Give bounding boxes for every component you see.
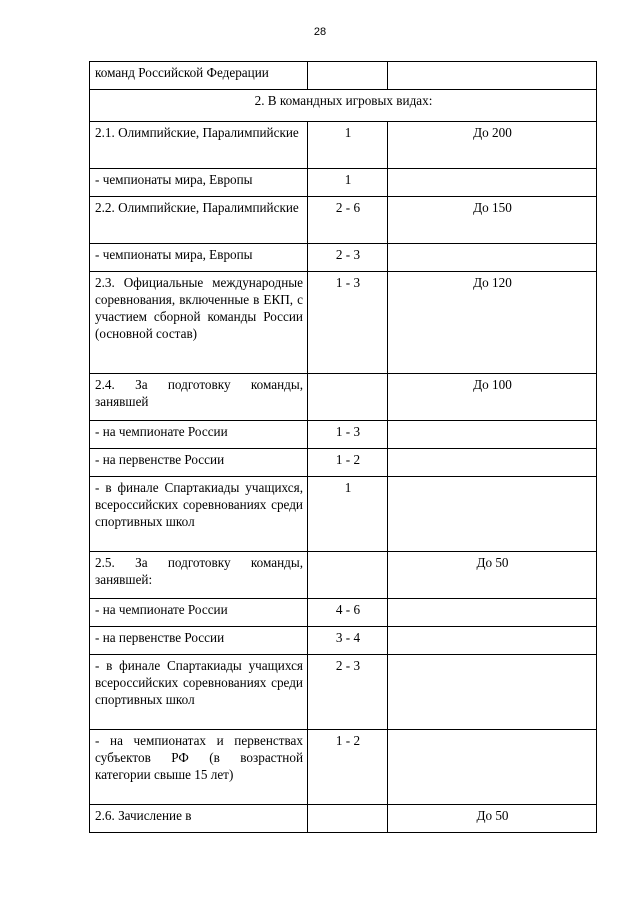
cell-description: - в финале Спартакиады учащихся всероссийских соревнованиях среди спортивных школ — [90, 655, 308, 730]
cell-place: 1 — [308, 122, 388, 169]
table-row — [90, 449, 597, 477]
cell-points: До 100 — [388, 374, 597, 421]
cell-points — [388, 730, 597, 805]
cell-description: 2.3. Официальные международные соревнования, включенные в ЕКП, с участием сборной команды России (основной состав) — [90, 272, 308, 374]
cell-points — [388, 449, 597, 477]
cell-description: 2.6. Зачисление в — [90, 805, 308, 833]
section-title: 2. В командных игровых видах: — [90, 90, 597, 122]
table-row — [90, 421, 597, 449]
cell-description: команд Российской Федерации — [90, 62, 308, 90]
cell-description: 2.1. Олимпийские, Паралимпийские — [90, 122, 308, 169]
cell-place — [308, 805, 388, 833]
table-row — [90, 655, 597, 730]
cell-points — [388, 627, 597, 655]
cell-place: 2 - 3 — [308, 655, 388, 730]
cell-place: 1 - 3 — [308, 272, 388, 374]
cell-description: - на первенстве России — [90, 627, 308, 655]
cell-points — [388, 169, 597, 197]
table-row — [90, 599, 597, 627]
cell-place: 1 — [308, 477, 388, 552]
cell-description: - на чемпионате России — [90, 421, 308, 449]
table-row — [90, 627, 597, 655]
cell-points: До 50 — [388, 805, 597, 833]
table-row — [90, 197, 597, 244]
table-row — [90, 272, 597, 374]
cell-description: - чемпионаты мира, Европы — [90, 169, 308, 197]
cell-description: 2.4. За подготовку команды, занявшей — [90, 374, 308, 421]
cell-place: 1 - 3 — [308, 421, 388, 449]
table-row — [90, 122, 597, 169]
section-header-row — [90, 90, 597, 122]
table-row — [90, 805, 597, 833]
table-row — [90, 244, 597, 272]
cell-place: 3 - 4 — [308, 627, 388, 655]
page-number: 28 — [313, 26, 327, 38]
cell-points — [388, 599, 597, 627]
table-row — [90, 477, 597, 552]
cell-description: - на чемпионате России — [90, 599, 308, 627]
cell-points: До 150 — [388, 197, 597, 244]
cell-place: 1 — [308, 169, 388, 197]
cell-points — [388, 62, 597, 90]
cell-place — [308, 552, 388, 599]
cell-points: До 120 — [388, 272, 597, 374]
cell-place — [308, 62, 388, 90]
cell-description: - в финале Спартакиады учащихся, всероссийских соревнованиях среди спортивных школ — [90, 477, 308, 552]
cell-points — [388, 477, 597, 552]
document-table — [89, 61, 597, 833]
table-row — [90, 169, 597, 197]
cell-place: 2 - 3 — [308, 244, 388, 272]
cell-place: 1 - 2 — [308, 449, 388, 477]
cell-points — [388, 421, 597, 449]
cell-place: 1 - 2 — [308, 730, 388, 805]
table-row — [90, 552, 597, 599]
cell-place: 2 - 6 — [308, 197, 388, 244]
cell-points: До 200 — [388, 122, 597, 169]
cell-points — [388, 655, 597, 730]
cell-description: - на первенстве России — [90, 449, 308, 477]
table-row — [90, 62, 597, 90]
cell-place: 4 - 6 — [308, 599, 388, 627]
cell-points: До 50 — [388, 552, 597, 599]
cell-description: 2.2. Олимпийские, Паралимпийские — [90, 197, 308, 244]
table-row — [90, 730, 597, 805]
cell-points — [388, 244, 597, 272]
cell-description: 2.5. За подготовку команды, занявшей: — [90, 552, 308, 599]
table-row — [90, 374, 597, 421]
cell-description: - чемпионаты мира, Европы — [90, 244, 308, 272]
cell-description: - на чемпионатах и первенствах субъектов РФ (в возрастной категории свыше 15 лет) — [90, 730, 308, 805]
cell-place — [308, 374, 388, 421]
